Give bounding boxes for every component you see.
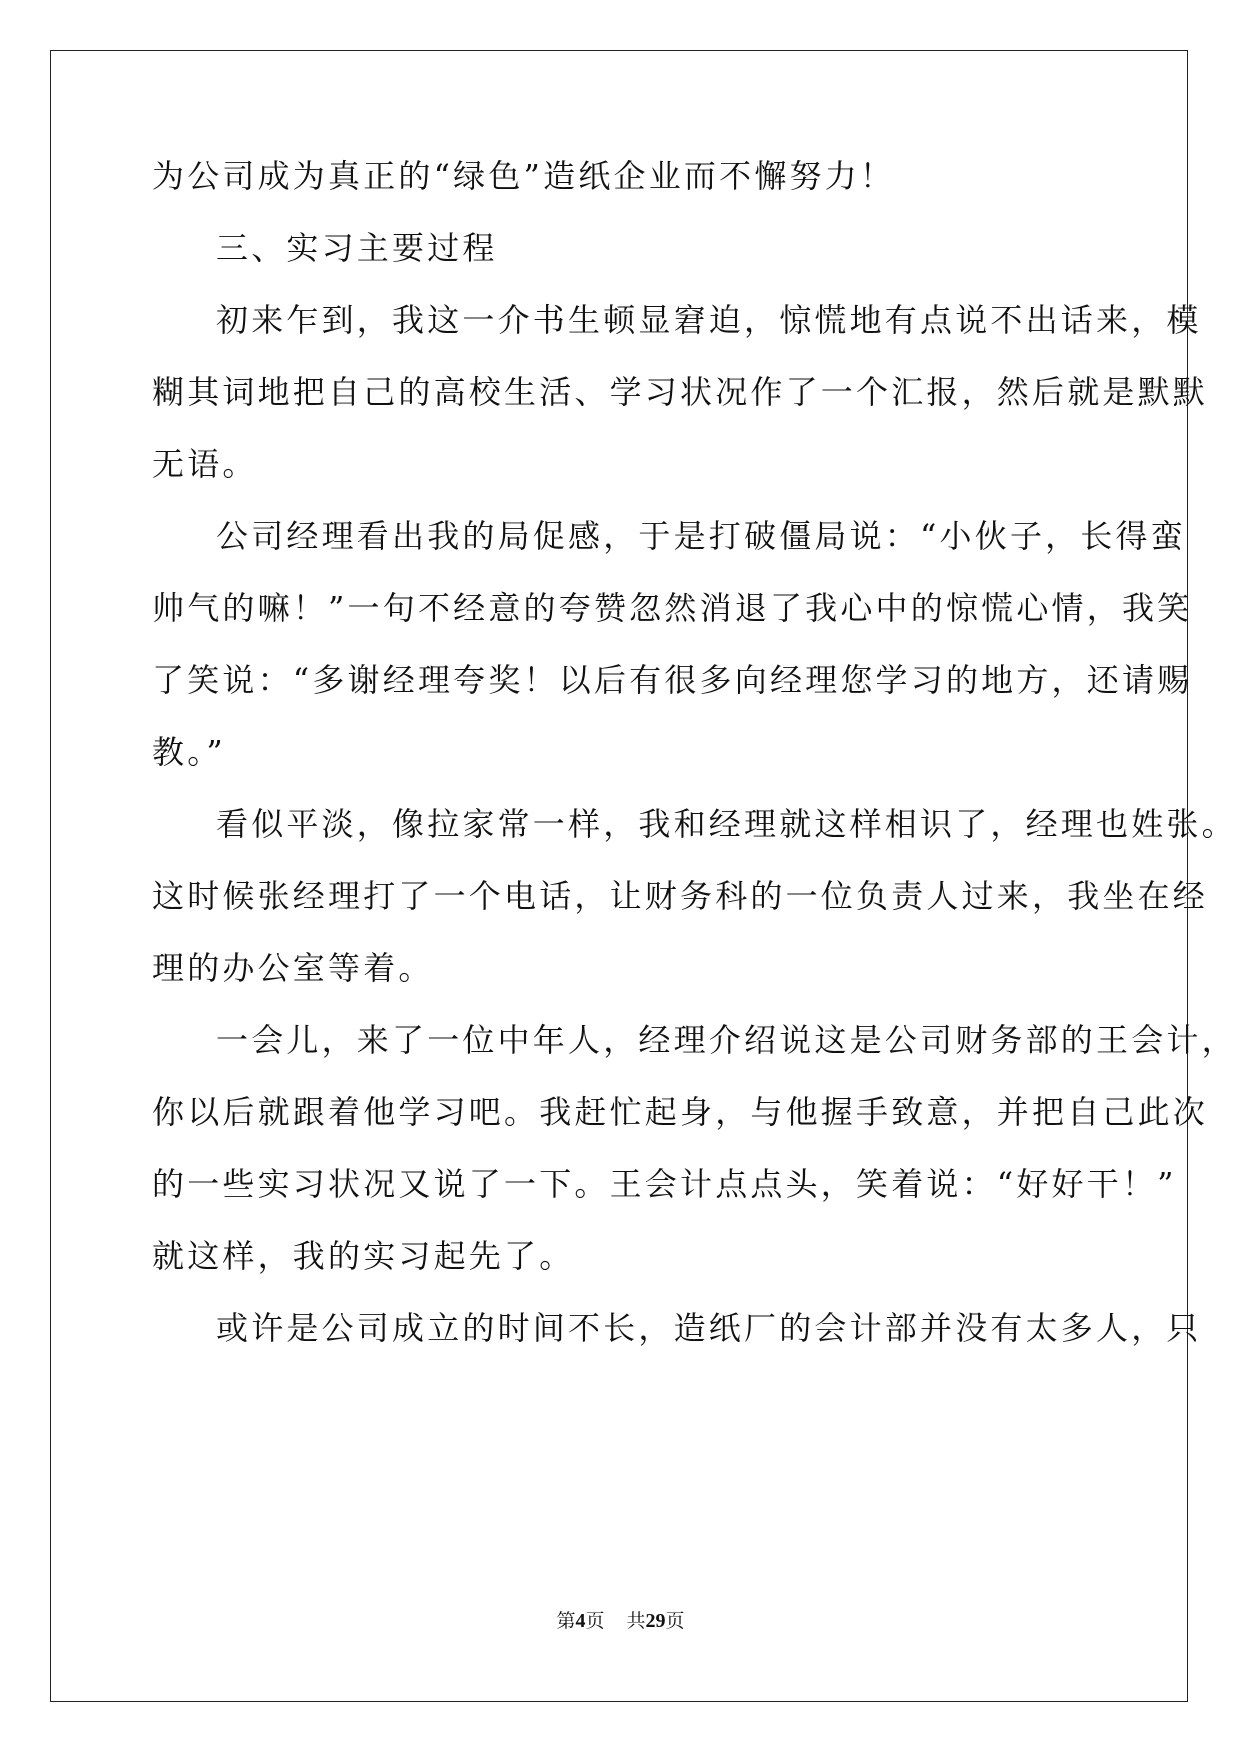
text-line: 糊其词地把自己的高校生活、学习状况作了一个汇报，然后就是默默: [152, 373, 1209, 411]
text-line: 的一些实习状况又说了一下。王会计点点头，笑着说：“好好干！”: [152, 1165, 1177, 1203]
page-total: 29: [645, 1610, 666, 1632]
text-line: 看似平淡，像拉家常一样，我和经理就这样相识了，经理也姓张。: [216, 805, 1237, 843]
text-line: 一会儿，来了一位中年人，经理介绍说这是公司财务部的王会计，: [216, 1021, 1237, 1059]
text-line: 就这样，我的实习起先了。: [152, 1237, 575, 1275]
text-line: 你以后就跟着他学习吧。我赶忙起身，与他握手致意，并把自己此次: [152, 1093, 1209, 1131]
total-prefix: 共: [626, 1610, 646, 1632]
page-current: 4: [575, 1610, 586, 1632]
page-footer: [0, 1609, 1241, 1633]
text-line: 理的办公室等着。: [152, 949, 434, 987]
text-line: 这时候张经理打了一个电话，让财务科的一位负责人过来，我坐在经: [152, 877, 1209, 915]
page-prefix: 第: [556, 1610, 576, 1632]
text-line: 了笑说：“多谢经理夸奖！以后有很多向经理您学习的地方，还请赐: [152, 661, 1193, 699]
text-line: 或许是公司成立的时间不长，造纸厂的会计部并没有太多人，只: [216, 1309, 1202, 1347]
section-heading: 三、实习主要过程: [216, 229, 498, 267]
total-unit: 页: [665, 1610, 685, 1632]
text-line: 公司经理看出我的局促感，于是打破僵局说：“小伙子，长得蛮: [216, 517, 1186, 555]
text-line: 无语。: [152, 445, 258, 483]
text-line: 初来乍到，我这一介书生顿显窘迫，惊慌地有点说不出话来，模: [216, 301, 1202, 339]
text-line: 为公司成为真正的“绿色”造纸企业而不懈努力！: [152, 157, 896, 195]
text-line: 帅气的嘛！”一句不经意的夸赞忽然消退了我心中的惊慌心情，我笑: [152, 589, 1193, 627]
text-line: 教。”: [152, 733, 226, 771]
page-unit: 页: [585, 1610, 605, 1632]
